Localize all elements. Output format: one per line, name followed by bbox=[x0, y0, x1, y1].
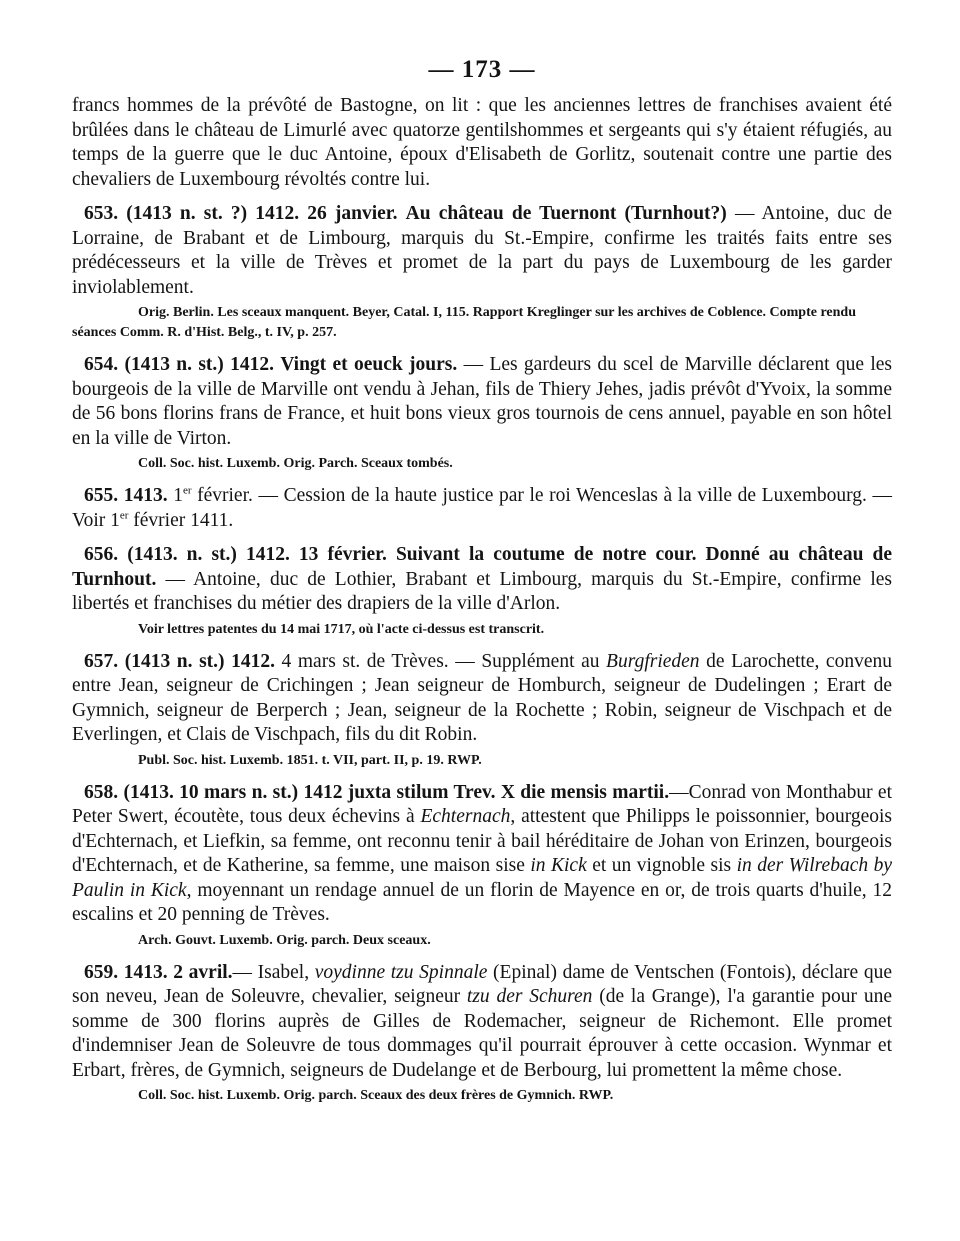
entry-653 bbox=[72, 202, 892, 300]
entry-date: (1413 n. st.) 1412. bbox=[124, 650, 275, 672]
entry-text-continued: , moyennant un rendage annuel de un florin de Mayence en or, de trois quarts d'huile, 12 escalins et 20 penning de Trèves. bbox=[72, 879, 892, 925]
entry-date: (1413 n. st. ?) 1412. 26 janvier. bbox=[126, 203, 398, 224]
entry-heading: juxta stilum Trev. X die mensis martii. bbox=[347, 781, 670, 803]
entry-reference: Publ. Soc. hist. Luxemb. 1851. t. VII, part. II, p. 19. RWP. bbox=[138, 752, 482, 768]
entry-number: 657. bbox=[84, 650, 119, 672]
entry-heading: Au château de Tuernont (Turnhout?) bbox=[405, 203, 727, 224]
entry-date: (1413. 10 mars n. st.) 1412 bbox=[123, 781, 343, 803]
entry-heading: Vingt et oeuck jours. bbox=[280, 354, 458, 375]
entry-reference: Arch. Gouvt. Luxemb. Orig. parch. Deux sceaux. bbox=[138, 932, 431, 948]
entry-italic-place: Echternach bbox=[420, 806, 511, 827]
entry-text-continued: (de la Grange), l'a garantie pour une somme de 300 florins auprès de Gilles de Rodemacher, seigneur de Richemont. Elle promet d'indemniser Jean de Soleuvre de tous dommages qu'il pourrait éprouver à cette occasion. Wynmar et Erbart, frères, de Gymnich, seigneurs de Dudelange et de Berbourg, lui promettent la même chose. bbox=[72, 986, 892, 1081]
entry-date-month: février. bbox=[197, 485, 253, 506]
entry-number: 659. bbox=[84, 961, 119, 983]
entry-text: 4 mars st. de Trèves. — Supplément au bbox=[281, 650, 607, 672]
entry-659 bbox=[72, 961, 892, 1084]
entry-date: (1413. n. st.) 1412. 13 février. bbox=[127, 544, 387, 565]
entry-text-continued: de Larochette, convenu entre Jean, seigneur de Crichingen ; Jean seigneur de Homburch, seigneur de Dudelingen ; Erart de Gymnich, seigneur de Berperch ; Jean, seigneur de la Rochette ; Robin, seigneur de Vischpach et de Everlingen, et Clais de Vischpach, fils du dit Robin. bbox=[72, 650, 892, 745]
entry-number: 653. bbox=[84, 203, 119, 224]
entry-656 bbox=[72, 543, 892, 617]
entry-text-superscript: er bbox=[119, 509, 129, 521]
entry-number: 655. bbox=[84, 485, 119, 506]
entry-italic-place: in der Wilrebach by Paulin in Kick bbox=[72, 855, 892, 901]
entry-text: — Antoine, duc de Lorraine, de Brabant et de Limbourg, marquis du St.-Empire, confirme les traités faits entre ses prédécesseurs et la ville de Trèves et promet de la part du pays de Luxembourg de les garder inviolablement. bbox=[72, 203, 893, 298]
entry-text-end: février 1411. bbox=[128, 509, 234, 531]
entry-italic-place: in Kick bbox=[530, 855, 587, 876]
entry-reference: Coll. Soc. hist. Luxemb. Orig. parch. Sceaux des deux frères de Gymnich. RWP. bbox=[138, 1088, 614, 1103]
entry-italic-term: Burgfrieden bbox=[606, 650, 700, 672]
entry-number: 658. bbox=[84, 781, 119, 803]
entry-date-day: 1 bbox=[173, 485, 183, 506]
entry-date: (1413 n. st.) 1412. bbox=[124, 354, 274, 375]
entry-date: 1413. bbox=[123, 485, 168, 506]
entry-654 bbox=[72, 353, 892, 451]
entry-658 bbox=[72, 781, 892, 928]
entry-text-continued: et un vignoble sis bbox=[586, 855, 737, 876]
entry-date: 1413. 2 avril. bbox=[123, 961, 233, 983]
entry-657 bbox=[72, 650, 892, 748]
entry-reference: Orig. Berlin. Les sceaux manquent. Beyer, Catal. I, 115. Rapport Kreglinger sur les archives de Coblence. Compte rendu séances Comm. R. d'Hist. Belg., t. IV, p. 257. bbox=[72, 305, 857, 340]
entry-heading: Suivant la coutume de notre cour. Donné au château de Turnhout. bbox=[72, 544, 893, 590]
entry-text: — Isabel, bbox=[232, 961, 315, 983]
document-page bbox=[72, 56, 892, 1106]
entry-reference: Coll. Soc. hist. Luxemb. Orig. Parch. Sceaux tombés. bbox=[138, 456, 453, 471]
entry-text: — Cession de la haute justice par le roi Wenceslas à la ville de Luxembourg. — Voir 1 bbox=[72, 485, 893, 531]
page-number: — 173 — bbox=[428, 56, 536, 83]
entry-number: 656. bbox=[84, 544, 119, 565]
entry-italic-term: tzu der Schuren bbox=[466, 986, 593, 1007]
entry-text-continued: (Epinal) dame de Ventschen (Fontois), déclare que son neveu, Jean de Soleuvre, chevalier, seigneur bbox=[72, 961, 892, 1007]
entry-text: — Les gardeurs du scel de Marville déclarent que les bourgeois de la ville de Marville ont vendu à Jehan, fils de Thiery Jehes, jadis prévôt d'Yvoix, la somme de 56 bons florins frans de France, et huit bons vieux gros tournois de cens annuel, payable en son hôtel en la ville de Virton. bbox=[72, 354, 892, 449]
entry-text: —Conrad von Monthabur et Peter Swert, écoutète, tous deux échevins à bbox=[72, 781, 892, 827]
entry-text-continued: , attestent que Philipps le poissonnier, bourgeois d'Echternach, et Liefkin, sa femme, ont reconnu tenir à bail héréditaire de Johan von Erinzen, bourgeois d'Echternach, et de Katherine, sa femme, une maison sise bbox=[72, 806, 892, 876]
entry-italic-term: voydinne tzu Spinnale bbox=[314, 961, 488, 983]
intro-paragraph: francs hommes de la prévôté de Bastogne, on lit : que les anciennes lettres de franchises avaient été brûlées dans le château de Limurlé avec quatorze gentilshommes et sergeants qui s'y étaient réfugiés, au temps de la guerre que le duc Antoine, époux d'Elisabeth de Gorlitz, soutenait contre une partie des chevaliers de Luxembourg révoltés contre lui. bbox=[72, 95, 892, 190]
entry-number: 654. bbox=[84, 354, 119, 375]
entry-655 bbox=[72, 484, 892, 533]
entry-reference: Voir lettres patentes du 14 mai 1717, où l'acte ci-dessus est transcrit. bbox=[138, 621, 545, 637]
entry-date-superscript: er bbox=[182, 484, 192, 497]
entry-text: — Antoine, duc de Lothier, Brabant et Limbourg, marquis du St.-Empire, confirme les libertés et franchises du métier des drapiers de la ville d'Arlon. bbox=[72, 568, 893, 614]
